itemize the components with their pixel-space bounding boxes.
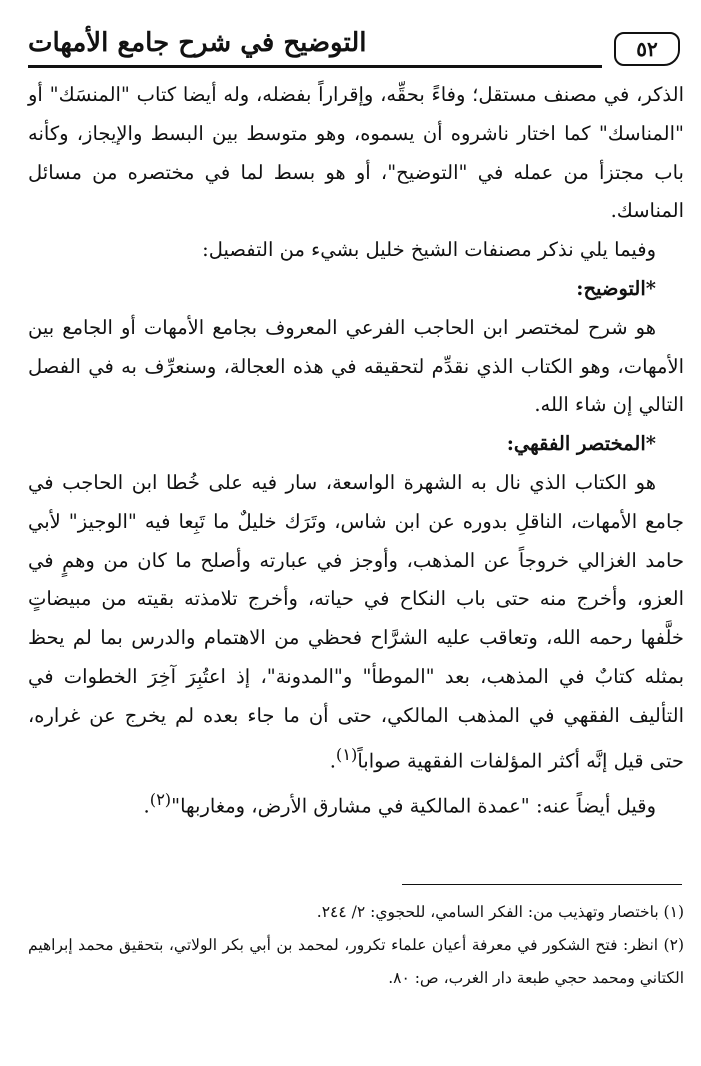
page-header	[28, 26, 680, 72]
paragraph-3: هو شرح لمختصر ابن الحاجب الفرعي المعروف بجامع الأمهات أو الجامع بين الأمهات، وهو الكتاب الذي نقدِّم لتحقيقه في هذه العجالة، وسنعرِّف به في الفصل التالي إن شاء الله.	[28, 315, 684, 417]
footnotes	[28, 896, 684, 995]
header-rule	[28, 65, 602, 68]
footnote-2: (٢) انظر: فتح الشكور في معرفة أعيان علماء تكرور، لمحمد بن أبي بكر الولاتي، بتحقيق محمد إبراهيم الكتاني ومحمد حجي طبعة دار الغرب، ص: ٨٠.	[28, 936, 684, 987]
paragraph-4-text: هو الكتاب الذي نال به الشهرة الواسعة، سار فيه على خُطا ابن الحاجب في جامع الأمهات، الناقلِ بدوره عن ابن شاس، وتَرَك خليلٌ ما تَبِعا فيه "الوجيز" لأبي حامد الغزالي خروجاً عن المذهب، وأوجز في عبارته وأصلح ما كان من وهمٍ في العزو، وأخرج منه حتى باب النكاح في حياته، وأخرج تلامذته بقيته من مبيضاتٍ خلَّفها رحمه الله، وتعاقب عليه الشرَّاح فحظي من الاهتمام والدرس بما لم يحظ بمثله كتابٌ في المذهب، بعد "الموطأ" و"المدونة"، إذ اعتُبِرَ آخِرَ الخطوات في التأليف الفقهي في المذهب المالكي، حتى أن ما جاء بعده لم يخرج عن غراره، حتى قيل إنَّه أكثر المؤلفات الفقهية صواباً	[28, 470, 684, 773]
page-number: ٥٢	[636, 37, 658, 61]
heading-mukhtasar: *المختصر الفقهي:	[506, 432, 656, 456]
paragraph-1: الذكر، في مصنف مستقل؛ وفاءً بحقِّه، وإقراراً بفضله، وله أيضا كتاب "المنسَك" أو "المناسك" كما اختار ناشروه أن يسموه، وهو متوسط بين البسط والإيجاز، وكأنه باب مجتزأ من عمله في "التوضيح"، أو هو بسط لما في مختصره من مسائل المناسك.	[28, 83, 684, 223]
footnote-rule	[402, 884, 682, 885]
footnote-ref-2: (٢)	[149, 789, 172, 809]
page-number-box	[614, 32, 680, 66]
paragraph-4-end: .	[329, 749, 336, 773]
footnote-1: (١) باختصار وتهذيب من: الفكر السامي، للحجوي: ٢/ ٢٤٤.	[316, 903, 684, 921]
heading-tawdih: *التوضيح:	[576, 276, 656, 300]
paragraph-4	[28, 464, 684, 781]
paragraph-2: وفيما يلي نذكر مصنفات الشيخ خليل بشيء من التفصيل:	[202, 238, 656, 262]
running-title: التوضيح في شرح جامع الأمهات	[28, 28, 367, 58]
paragraph-5-end: .	[143, 794, 150, 818]
main-text	[28, 76, 684, 826]
paragraph-5-text: وقيل أيضاً عنه: "عمدة المالكية في مشارق الأرض، ومغاربها"	[171, 794, 656, 818]
footnote-ref-1: (١)	[335, 744, 358, 764]
paragraph-5	[28, 781, 684, 826]
